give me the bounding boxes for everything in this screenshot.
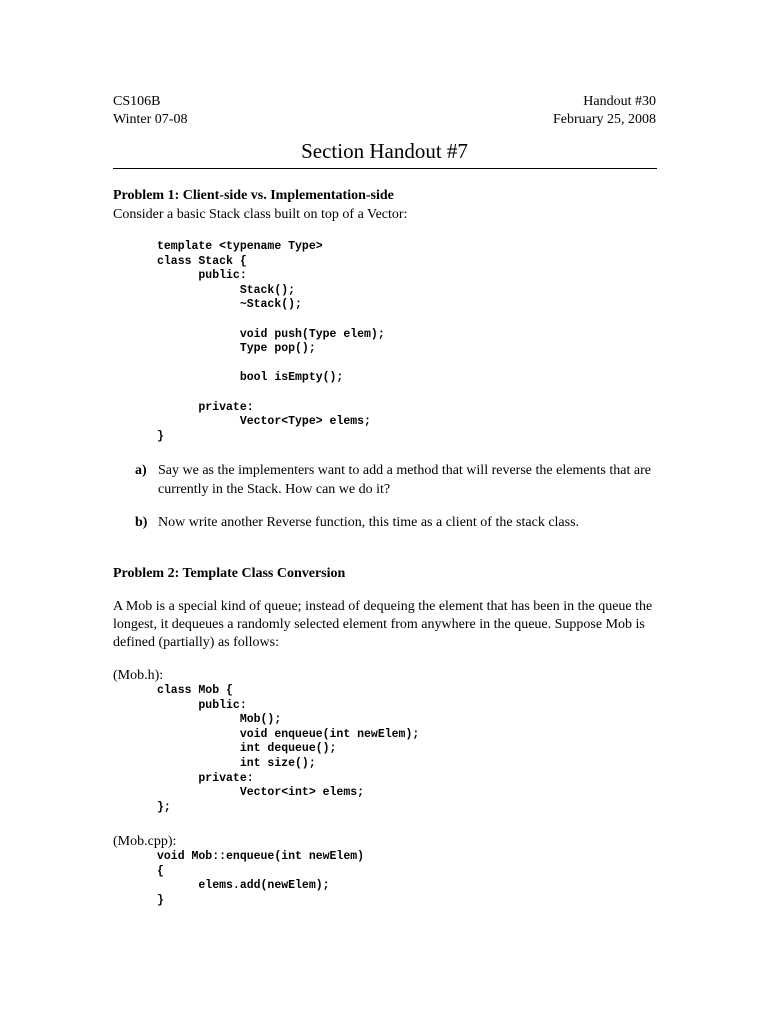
part-a-text: Say we as the implementers want to add a method that will reverse the elements that are currently in the Stack. How can we do it? <box>158 463 651 497</box>
problem-1-heading: Problem 1: Client-side vs. Implementation-side <box>113 188 394 203</box>
part-b-label: b) <box>135 515 148 530</box>
problem-1-intro: Consider a basic Stack class built on top of a Vector: <box>113 207 408 222</box>
mob-header-code: class Mob { public: Mob(); void enqueue(int newElem); int dequeue(); int size(); private: Vector<int> elems; }; <box>157 684 420 814</box>
title-divider <box>113 168 657 169</box>
problem-2-heading: Problem 2: Template Class Conversion <box>113 566 346 581</box>
problem-1-part-b <box>135 513 655 532</box>
handout-number: Handout #30 <box>583 94 656 109</box>
header-top-row <box>113 93 656 111</box>
problem-1-part-a <box>135 461 655 499</box>
term: Winter 07-08 <box>113 112 188 127</box>
handout-date: February 25, 2008 <box>552 112 656 127</box>
page-title: Section Handout #7 <box>301 139 468 163</box>
stack-class-code: template <typename Type> class Stack { public: Stack(); ~Stack(); void push(Type elem); Type pop(); bool isEmpty(); private: Vector<Type> elems; } <box>157 240 385 443</box>
part-b-text: Now write another Reverse function, this time as a client of the stack class. <box>158 515 580 530</box>
problem-2-intro: A Mob is a special kind of queue; instead of dequeing the element that has been in the queue the longest, it dequeues a randomly selected element from anywhere in the queue. Suppose Mob is defined (partially) as follows: <box>113 599 653 650</box>
part-a-label: a) <box>135 463 147 478</box>
course-code: CS106B <box>113 94 161 109</box>
mob-cpp-code: void Mob::enqueue(int newElem) { elems.add(newElem); } <box>157 850 365 907</box>
header-bottom-row <box>113 111 656 129</box>
mob-h-label: (Mob.h): <box>113 668 164 683</box>
mob-cpp-label: (Mob.cpp): <box>113 834 177 849</box>
